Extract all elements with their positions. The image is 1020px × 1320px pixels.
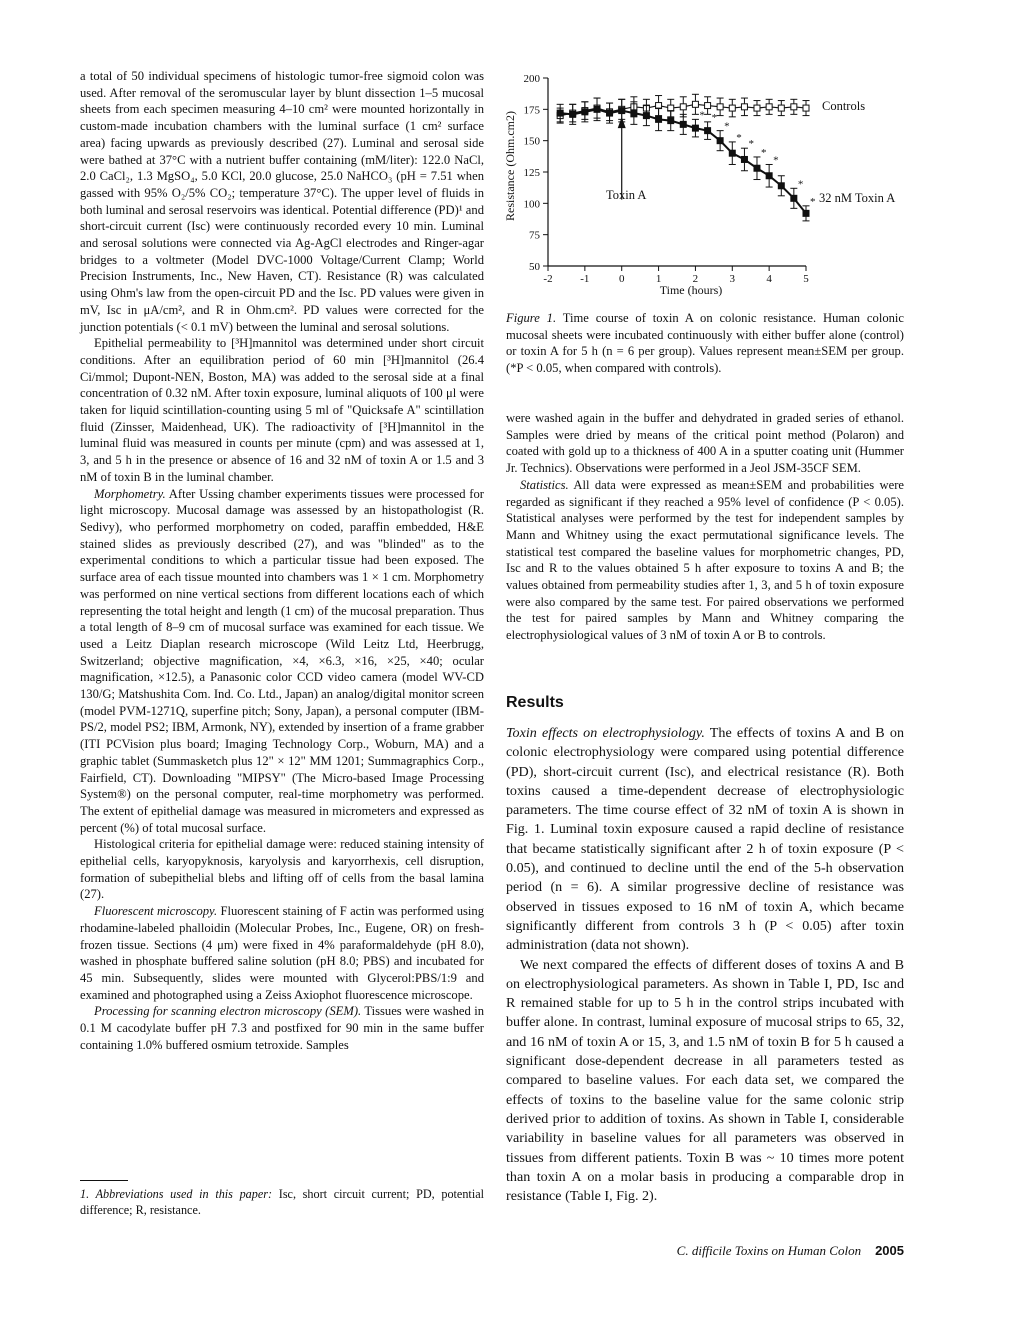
toxin-point (692, 125, 698, 131)
significance-star: * (748, 138, 754, 151)
resistance-chart (500, 66, 920, 298)
x-tick-label: 5 (803, 273, 809, 285)
paragraph-statistics (506, 477, 904, 644)
toxin-point (656, 116, 662, 122)
controls-point (741, 104, 747, 110)
controls-point (754, 105, 760, 111)
paragraph-sem (80, 1003, 484, 1053)
paragraph-results-doses: We next compared the effects of different doses of toxins A and B on electrophysiological parameters. As shown in Table I, PD, Isc and R remained stable for up to 5 h in the control strips incubated with buffer alone. In contrast, luminal exposure of mucosal strips to 65, 32, and 16 nM of toxin A or 15, 3, and 1.5 nM of toxin B for 5 h caused a significant dose-dependent decrease in all parameters tested as compared to baseline values. For each data set, we compared the effects of toxins to the baseline value for the same colonic strip derived prior to addition of toxins. As shown in Table I, considerable variability in baseline values for all parameters was observed in tissues from different patients. Toxin B was ~ 10 times more potent than toxin A on a molar basis in producing a comparable drop in resistance (Table I, Fig. 2). (506, 956, 904, 1205)
footnote-label: 1. Abbreviations used in this paper: (80, 1187, 273, 1201)
toxin-point (754, 165, 760, 171)
significance-star: * (773, 154, 779, 167)
sem-text: Tissues were washed in 0.1 M cacodylate buffer pH 7.3 and postfixed for 90 min in the same buffer containing 1.0% buffered osmium tetroxide. Samples (80, 1004, 484, 1052)
toxin-point (741, 156, 747, 162)
x-tick-label: 4 (766, 273, 772, 285)
significance-star: * (711, 111, 718, 124)
toxin-point (729, 150, 735, 156)
toxin-point (717, 138, 723, 144)
caption-label: Figure 1. (506, 311, 557, 325)
figure-1 (500, 66, 920, 298)
toxin-dose-annotation: 32 nM Toxin A (819, 191, 896, 205)
sem-label: Processing for scanning electron microscopy (SEM). (94, 1004, 362, 1019)
morphometry-text: After Ussing chamber experiments tissues were processed for light microscopy. Mucosal damage was assessed by an histopathologist (R. Sedivy), who performed morphometry on coded, paraffin embedded, H&E stained slides as previously described (27), and was "blinded" as to the experimental conditions to which a particular tissue had been exposed. The surface area of each tissue mounted into chambers was 1 × 1 cm. Morphometry was performed on nine vertical sections from different locations each of which representing the total height and length (1 cm) of the mucosal preparation. Thus a total length of 8–9 cm of mucosal surface was examined for each tissue. We used a Leitz Diaplan research microscope (Wild Leitz Ltd, Heerbrugg, Switzerland; objective magnification, ×4, ×6.3, ×16, ×25, ×40; ocular magnification, ×12.5), a Panasonic color CCD video camera (model WV-CD 130/G; Matshushita Com. Ind. Co. Ltd., Japan) an analog/digital monitor screen (model PVM-1271Q, superfine pitch; Sony, Japan), a personal computer (IBM-PS/2, model PS2; IBM, Armonk, NY), extended by insertion of a frame grabber (ITI PCVision plus board; Imaging Technology Corp., Woburn, MA) and a graphic tablet (Summasketch plus 12" × 12" MM 1201; Summagraphics Corp., Fairfield, CT). Downloading "MIPSY" (The Micro-based Image Processing System®) on the personal computer, real-time morphometry was performed. The extent of epithelial damage was measured in micrometers and expressed as percent (%) of total mucosal surface. (80, 486, 484, 835)
paragraph-methods-chambers: a total of 50 individual specimens of histologic tumor-free sigmoid colon was used. After removal of the seromuscular layer by blunt dissection 1–5 mucosal sheets from each specimen measuring 4–10 cm² were mounted horizontally in custom-made incubation chambers with the luminal surface (1 cm² surface area) facing upwards as previously described (27). Luminal and serosal side were bathed at 37°C with a nutrient buffer containing (mM/liter): 122.0 NaCl, 2.0 CaCl₂, 1.3 MgSO₄, 5.0 KCl, 20.0 glucose, 25.0 NaHCO₃ (pH = 7.51 when gassed with 95% O₂/5% CO₂; temperature 37°C). The upper level of fluids in both luminal and serosal reservoirs was identical. Potential difference (PD)¹ and short-circuit current (Isc) were continuously recorded every 10 min. Luminal and serosal solutions were connected via Ag-AgCl electrodes and Ringer-agar bridges to a voltmeter (Model DVC-1000 Voltage/Current Clamp; World Precision Instruments, Inc., New Haven, CT). Resistance (R) was calculated using Ohm's law from the open-circuit PD and the Isc. PD values were given in mV, Isc in μA/cm², and R in Ohm.cm². PD values were corrected for the junction potentials (< 0.1 mV) between the luminal and serosal solutions. (80, 69, 484, 334)
x-tick-label: -1 (580, 273, 590, 285)
x-tick-label: 2 (692, 273, 699, 285)
page-number: 2005 (875, 1243, 904, 1258)
toxin-point (631, 110, 637, 116)
y-tick-label: 75 (529, 229, 540, 242)
significance-star: * (810, 195, 816, 208)
footnote-text: Isc, short circuit current; PD, potential difference; R, resistance. (80, 1187, 485, 1217)
caption-text: Time course of toxin A on colonic resistance. Human colonic mucosal sheets were incubated continuously with either buffer alone (control) or toxin A for 5 h (n = 6 per group). Values represent mean±SEM per group. (*P < 0.05, when compared with controls). (506, 311, 904, 376)
significance-star: * (724, 120, 730, 133)
y-axis-label: Resistance (Ohm.cm2) (503, 111, 517, 221)
paragraph-morphometry (80, 486, 484, 837)
x-tick-label: 1 (655, 273, 662, 285)
x-tick-label: 0 (618, 273, 625, 285)
toxin-point (619, 108, 625, 114)
paragraph-histology-criteria: Histological criteria for epithelial damage were: reduced staining intensity of epithelial cells, karyopyknosis, karyolysis and karyorrhexis, cell disruption, formation of subepithelial blebs and lifting off of cells from the basal lamina (27). (80, 837, 484, 902)
controls-point (692, 101, 698, 107)
controls-point (778, 105, 784, 111)
footnote (80, 1186, 484, 1218)
paragraph-results-electrophysiology (506, 724, 904, 956)
right-column-results (506, 724, 904, 1206)
toxin-point (766, 173, 772, 179)
statistics-label: Statistics. (520, 477, 569, 492)
controls-point (803, 105, 809, 111)
significance-star: * (736, 131, 742, 144)
controls-point (729, 105, 735, 111)
toxin-point (594, 106, 600, 112)
controls-point (766, 104, 772, 110)
paragraph-permeability: Epithelial permeability to [³H]mannitol was determined under short circuit conditions. After an equilibration period of 60 min [³H]mannitol (26.4 Ci/mmol; Dupont-NEN, Boston, MA) was added to the serosal side at a final concentration of 0.32 nM. After toxin exposure, luminal aliquots of 100 μl were taken for liquid scintillation-counting using 5 ml of "Quicksafe A" scintillation fluid (Zinsser, Maidenhead, UK). The radioactivity of [³H]mannitol in the luminal fluid was measured in counts per minute (cpm) and was assessed at 1, 3, and 5 h in the presence or absence of 16 and 32 nM of toxin A or 1.5 and 3 nM of toxin B in the luminal chamber. (80, 336, 484, 484)
x-tick-label: -2 (543, 273, 553, 285)
significance-star: * (760, 146, 767, 159)
y-tick-label: 100 (523, 198, 540, 211)
statistics-text: All data were expressed as mean±SEM and probabilities were regarded as significant if they reached a 95% level of confidence (P < 0.05). Statistical analyses were performed by the test for independent samples by Mann and Whitney using the exact permutational significance levels. The statistical test compared the baseline values for morphometric changes, PD, Isc and R to the values obtained 5 h after exposure to toxins A and B; the values obtained from permeability studies after 1, 3, and 5 h of toxin exposure were also compared by the same test. For paired observations we performed the test for paired samples by Mann and Whitney comparing the electrophysiological values of 3 nM of toxin A or B to controls. (506, 477, 904, 643)
toxin-point (570, 111, 576, 117)
toxin-point (680, 121, 686, 127)
results-heading: Results (506, 694, 564, 711)
footer-title: C. difficile Toxins on Human Colon (676, 1243, 862, 1258)
running-footer (677, 1243, 904, 1259)
left-column (80, 68, 484, 1053)
toxin-point (705, 128, 711, 134)
footnote-rule (80, 1180, 128, 1181)
toxin-point (803, 210, 809, 216)
right-column-top (506, 410, 904, 644)
toxin-point (582, 109, 588, 115)
toxin-point (668, 118, 674, 124)
y-tick-label: 125 (523, 167, 540, 179)
toxin-point (557, 110, 563, 116)
fluorescent-text: Fluorescent staining of F actin was performed using rhodamine-labeled phalloidin (Molecular Probes, Inc., Eugene, OR) on fresh-frozen tissue. Sections (4 μm) were fixed in 4% paraformaldehyde (pH 8.0), washed in phosphate buffered saline solution (pH 8.0; PBS) and incubated for 45 min. Subsequently, slides were mounted with Glycerol:PBS/1:9 and examined and photographed using a Zeiss Axiophot fluorescence microscope. (80, 904, 485, 1002)
toxin-point (778, 183, 784, 189)
morphometry-label: Morphometry. (94, 486, 166, 501)
x-tick-label: 3 (729, 273, 736, 285)
x-axis-label: Time (hours) (659, 283, 723, 297)
y-tick-label: 50 (529, 261, 540, 273)
controls-point (680, 104, 686, 110)
y-tick-label: 200 (523, 73, 540, 85)
controls-point (717, 104, 723, 110)
toxin-a-annotation: Toxin A (606, 188, 647, 202)
results-label: Toxin effects on electrophysiology. (506, 725, 705, 741)
controls-annotation: Controls (822, 99, 866, 113)
figure-caption (506, 310, 904, 377)
results-text: The effects of toxins A and B on colonic electrophysiology were compared using potential difference (PD), short-circuit current (Isc), and electrical resistance (R). Both toxins caused a time-dependent decrease of electrophysiologic parameters. The time course effect of 32 nM of toxin A is shown in Fig. 1. Luminal toxin exposure caused a rapid decline of resistance that became statistically significant after 2 h of toxin exposure (P < 0.05), and continued to decline until the end of the 5-h observation period (n = 6). A similar progressive decline of resistance was observed in tissues exposed to 16 nM of toxin A, which became significantly different from controls 3 h (P < 0.05) after toxin administration (data not shown). (506, 725, 904, 954)
paragraph-fluorescent (80, 903, 484, 1003)
controls-point (791, 104, 797, 110)
significance-star: * (699, 109, 705, 122)
significance-star: * (797, 178, 804, 191)
y-tick-label: 175 (523, 104, 540, 117)
fluorescent-label: Fluorescent microscopy. (94, 904, 218, 919)
toxin-point (791, 195, 797, 201)
toxin-point (607, 110, 613, 116)
toxin-point (643, 113, 649, 119)
controls-point (705, 103, 711, 109)
y-tick-label: 150 (523, 135, 540, 148)
paragraph-sem-continued: were washed again in the buffer and dehydrated in graded series of ethanol. Samples were dried by means of the critical point method (Polaron) and coated with gold up to a thickness of 400 A in a sputter coating unit (Hummer Jr. Technics). Observations were performed in a Jeol JSM-35CF SEM. (506, 411, 904, 476)
